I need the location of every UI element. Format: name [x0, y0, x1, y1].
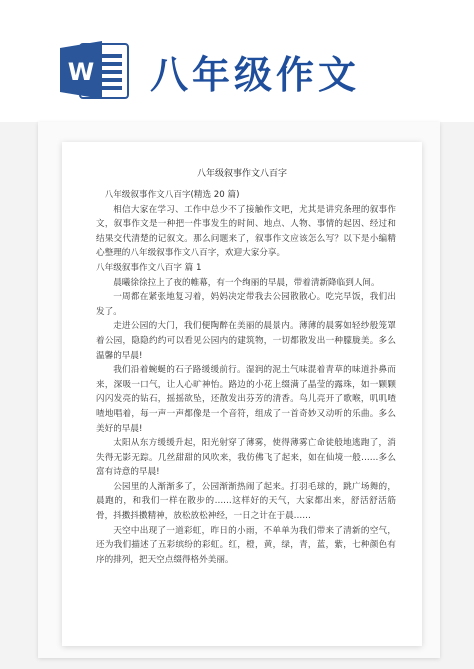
document-title: 八年级叙事作文八百字: [196, 169, 287, 179]
body-paragraph: 公园里的人渐渐多了，公园渐渐热闹了起来。打羽毛球的，跳广场舞的，晨跑的，和我们一样在散步的……这样好的天气，大家都出来，舒活舒活筋骨，抖擞抖擞精神，放松放松神经，一日之计在于晨……: [96, 481, 396, 522]
body-paragraph: 天空中出现了一道彩虹，昨日的小雨，不单单为我们带来了清新的空气，还为我们描述了五彩缤纷的彩虹。红，橙，黄，绿，青，蓝，紫，七种颜色有序的排列，把天空点缀得格外美丽。: [96, 525, 396, 565]
header-title: 八年级作文: [150, 53, 361, 97]
body-paragraph: 晨曦徐徐拉上了夜的帷幕，有一个绚丽的早晨，带着清新降临到人间。: [113, 277, 380, 288]
body-paragraph: 我们沿着蜿蜒的石子路缓缓前行。湿润的泥土气味混着青草的味道扑鼻而来，深吸一口气，让人心旷神怡。路边的小花上缀满了晶莹的露珠，如一颗颗闪闪发亮的钻石，摇摇欲坠，还散发出芬芳的清香。鸟儿亮开了歌喉，叽叽喳喳地唱着，每一声一声都像是一个音符，组成了一首奇妙又动听的乐曲。多么美好的早晨!: [96, 365, 396, 434]
header-banner: [0, 0, 474, 122]
document-body: [96, 188, 396, 567]
body-paragraph: 一周都在紧张地复习着，妈妈决定带我去公园散散心。吃完早饭，我们出发了。: [96, 292, 396, 317]
section-heading: 八年级叙事作文八百字 篇 1: [96, 262, 202, 273]
document-page: [62, 142, 422, 646]
body-paragraph: 走进公园的大门，我们便陶醉在美丽的晨景内。薄薄的晨雾如轻纱般笼罩着公园，隐隐约约可以看见公园内的建筑物，一切都散发出一种朦胧美。多么温馨的早晨!: [96, 321, 396, 361]
body-paragraph: 太阳从东方缓缓升起，阳光射穿了薄雾，使得薄雾亡命徒般地逃跑了，消失得无影无踪。几丝甜甜的风吹来，我仿佛飞了起来，如在仙境一般……多么富有诗意的早晨!: [96, 438, 396, 478]
intro-paragraph: 相信大家在学习、工作中总少不了接触作文吧，尤其是讲究条理的叙事作文，叙事作文是一种把一件事发生的时间、地点、人物、事情的起因、经过和结果交代清楚的记叙文。那么问题来了，叙事作文应该怎么写？以下是小编精心整理的八年级叙事作文八百字，欢迎大家分享。: [96, 204, 396, 259]
svg-text:W: W: [67, 58, 95, 86]
document-subtitle: 八年级叙事作文八百字(精选 20 篇): [104, 190, 240, 200]
word-logo-icon: [58, 38, 130, 102]
